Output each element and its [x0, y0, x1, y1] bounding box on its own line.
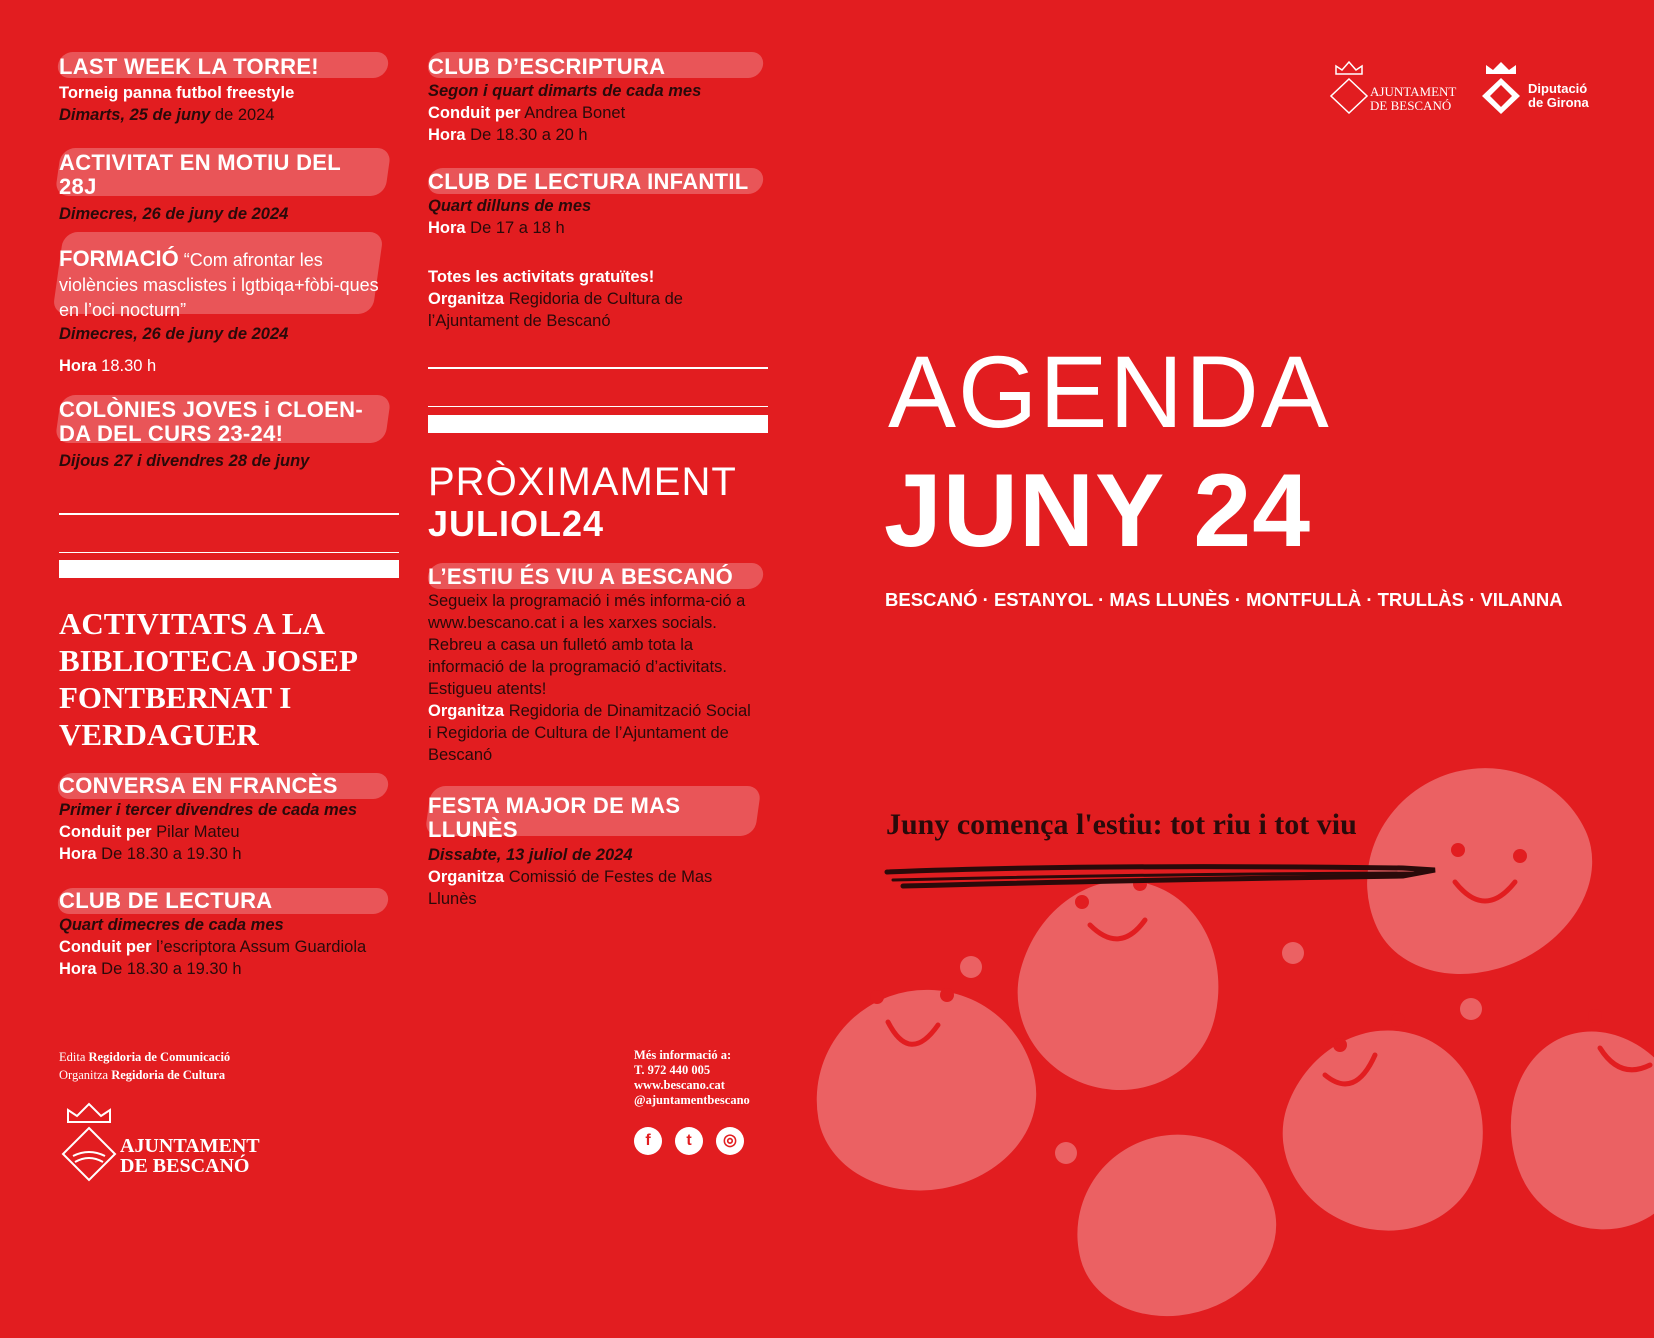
event-club-escriptura — [428, 55, 768, 146]
hora-label: Hora — [59, 845, 97, 863]
info-phone[interactable]: T. 972 440 005 — [634, 1063, 711, 1077]
hora-label: Hora — [59, 357, 97, 375]
info-handle[interactable]: @ajuntamentbescano — [634, 1093, 750, 1107]
contact-info — [634, 1048, 750, 1108]
crown-icon — [1334, 60, 1364, 76]
event-date: Dissabte, 13 juliol de 2024 — [428, 846, 633, 864]
event-title: COLÒNIES JOVES i CLOEN-DA DEL CURS 23-24! — [59, 397, 363, 446]
hora-label: Hora — [59, 960, 97, 978]
hora-value: De 18.30 a 19.30 h — [96, 960, 242, 978]
edita-value: Regidoria de Comunicació — [85, 1050, 231, 1064]
hora-label: Hora — [428, 219, 466, 237]
shield-icon — [61, 1126, 117, 1182]
conduit-value: Andrea Bonet — [520, 104, 626, 122]
hora-label: Hora — [428, 126, 466, 144]
free-text: Totes les activitats gratuïtes! — [428, 268, 655, 286]
edita-label: Edita — [59, 1050, 86, 1064]
villages-list: BESCANÓ · ESTANYOL · MAS LLUNÈS · MONTFULLÀ · TRULLÀS · VILANNA — [885, 589, 1563, 610]
hora-value: De 18.30 a 20 h — [465, 126, 588, 144]
event-frequency: Quart dimecres de cada mes — [59, 916, 284, 934]
organitza-label: Organitza — [428, 868, 505, 886]
conduit-value: Pilar Mateu — [151, 823, 240, 841]
event-date-year: de 2024 — [210, 106, 275, 124]
hora-value: 18.30 h — [96, 357, 157, 375]
event-frequency: Primer i tercer divendres de cada mes — [59, 801, 358, 819]
event-last-week — [59, 55, 399, 126]
event-conversa — [59, 774, 399, 865]
conduit-label: Conduit per — [428, 104, 521, 122]
divider-thin — [59, 513, 399, 515]
divider-thin — [59, 552, 399, 553]
slogan: Juny comença l'estiu: tot riu i tot viu — [886, 808, 1357, 841]
crown-icon — [1484, 60, 1518, 76]
event-estiu-viu — [428, 565, 758, 766]
event-frequency: Quart dilluns de mes — [428, 197, 592, 215]
event-title: CLUB D’ESCRIPTURA — [428, 54, 666, 79]
event-28j — [59, 151, 379, 225]
conduit-value: l’escriptora Assum Guardiola — [151, 938, 367, 956]
event-date: Dijous 27 i divendres 28 de juny — [59, 452, 310, 470]
event-title: LAST WEEK LA TORRE! — [59, 54, 319, 79]
organitza-label: Organitza — [428, 702, 505, 720]
event-formacio — [59, 246, 399, 377]
event-festa-major — [428, 794, 758, 910]
event-title: L’ESTIU ÉS VIU A BESCANÓ — [428, 564, 734, 589]
hora-value: De 18.30 a 19.30 h — [96, 845, 242, 863]
brush-underline-decoration — [883, 856, 1443, 896]
event-title: CLUB DE LECTURA INFANTIL — [428, 169, 749, 194]
logo-line1: AJUNTAMENT — [1370, 84, 1457, 99]
conduit-label: Conduit per — [59, 823, 152, 841]
event-subtitle: Torneig panna futbol freestyle — [59, 84, 295, 102]
info-heading: Més informació a: — [634, 1048, 732, 1062]
event-title: FESTA MAJOR DE MAS LLUNÈS — [428, 793, 681, 842]
conduit-label: Conduit per — [59, 938, 152, 956]
event-title: CONVERSA EN FRANCÈS — [59, 773, 338, 798]
organitza-value: Regidoria de Dinamització Social i Regidoria de Cultura de l’Ajuntament de Bescanó — [428, 702, 751, 764]
shield-icon — [1330, 78, 1368, 114]
event-club-lectura — [59, 889, 409, 980]
hora-value: De 17 a 18 h — [465, 219, 565, 237]
proximament-label: PRÒXIMAMENT — [428, 460, 737, 504]
ajuntament-logo — [59, 1100, 259, 1185]
logo-line2: DE BESCANÓ — [120, 1155, 250, 1177]
proximament-heading — [428, 460, 737, 544]
facebook-icon[interactable]: f — [634, 1127, 662, 1155]
credits — [59, 1048, 230, 1084]
logo-line2: de Girona — [1528, 95, 1589, 110]
month-title: JUNY 24 — [884, 453, 1312, 569]
event-date: Dimecres, 26 de juny de 2024 — [59, 205, 289, 223]
logo-line1: Diputació — [1528, 81, 1588, 96]
event-colonies — [59, 398, 389, 472]
ajuntament-logo-top — [1330, 60, 1460, 115]
organitza-value: Regidoria de Cultura de l’Ajuntament de Bescanó — [428, 290, 683, 330]
event-date: Dimarts, 25 de juny — [59, 106, 211, 124]
free-notice — [428, 266, 748, 332]
event-date: Dimecres, 26 de juny de 2024 — [59, 325, 289, 343]
event-title: FORMACIÓ — [59, 246, 179, 271]
organitza-label: Organitza — [59, 1068, 109, 1082]
diputacio-logo — [1480, 60, 1610, 115]
divider-thick — [428, 415, 768, 433]
twitter-icon[interactable]: t — [675, 1127, 703, 1155]
event-quote: “Com afrontar les violències masclistes i lgtbiqa+fòbi-ques en l’oci nocturn” — [59, 250, 379, 320]
event-body: Segueix la programació i més informa-ció a www.bescano.cat i a les xarxes socials. Rebreu a casa un fulletó amb tota la informació de la programació d’activitats. Estigueu atents! — [428, 592, 746, 698]
instagram-icon[interactable]: ◎ — [716, 1127, 744, 1155]
event-title: CLUB DE LECTURA — [59, 888, 273, 913]
shield-icon — [1481, 77, 1521, 115]
event-lectura-infantil — [428, 170, 773, 239]
agenda-title: AGENDA — [888, 335, 1331, 449]
organitza-label: Organitza — [428, 290, 505, 308]
divider-thin — [428, 367, 768, 369]
logo-line1: AJUNTAMENT — [120, 1135, 260, 1157]
event-title: ACTIVITAT EN MOTIU DEL 28J — [59, 150, 341, 199]
info-website[interactable]: www.bescano.cat — [634, 1078, 725, 1092]
crown-icon — [64, 1100, 114, 1126]
proximament-month: JULIOL24 — [428, 503, 605, 544]
logo-line2: DE BESCANÓ — [1370, 98, 1452, 113]
biblioteca-title: ACTIVITATS A LA BIBLIOTECA JOSEP FONTBERNAT I VERDAGUER — [59, 606, 357, 752]
divider-thin — [428, 406, 768, 407]
organitza-value: Comissió de Festes de Mas Llunès — [428, 868, 713, 908]
divider-thick — [59, 560, 399, 578]
event-frequency: Segon i quart dimarts de cada mes — [428, 82, 702, 100]
organitza-value: Regidoria de Cultura — [108, 1068, 226, 1082]
